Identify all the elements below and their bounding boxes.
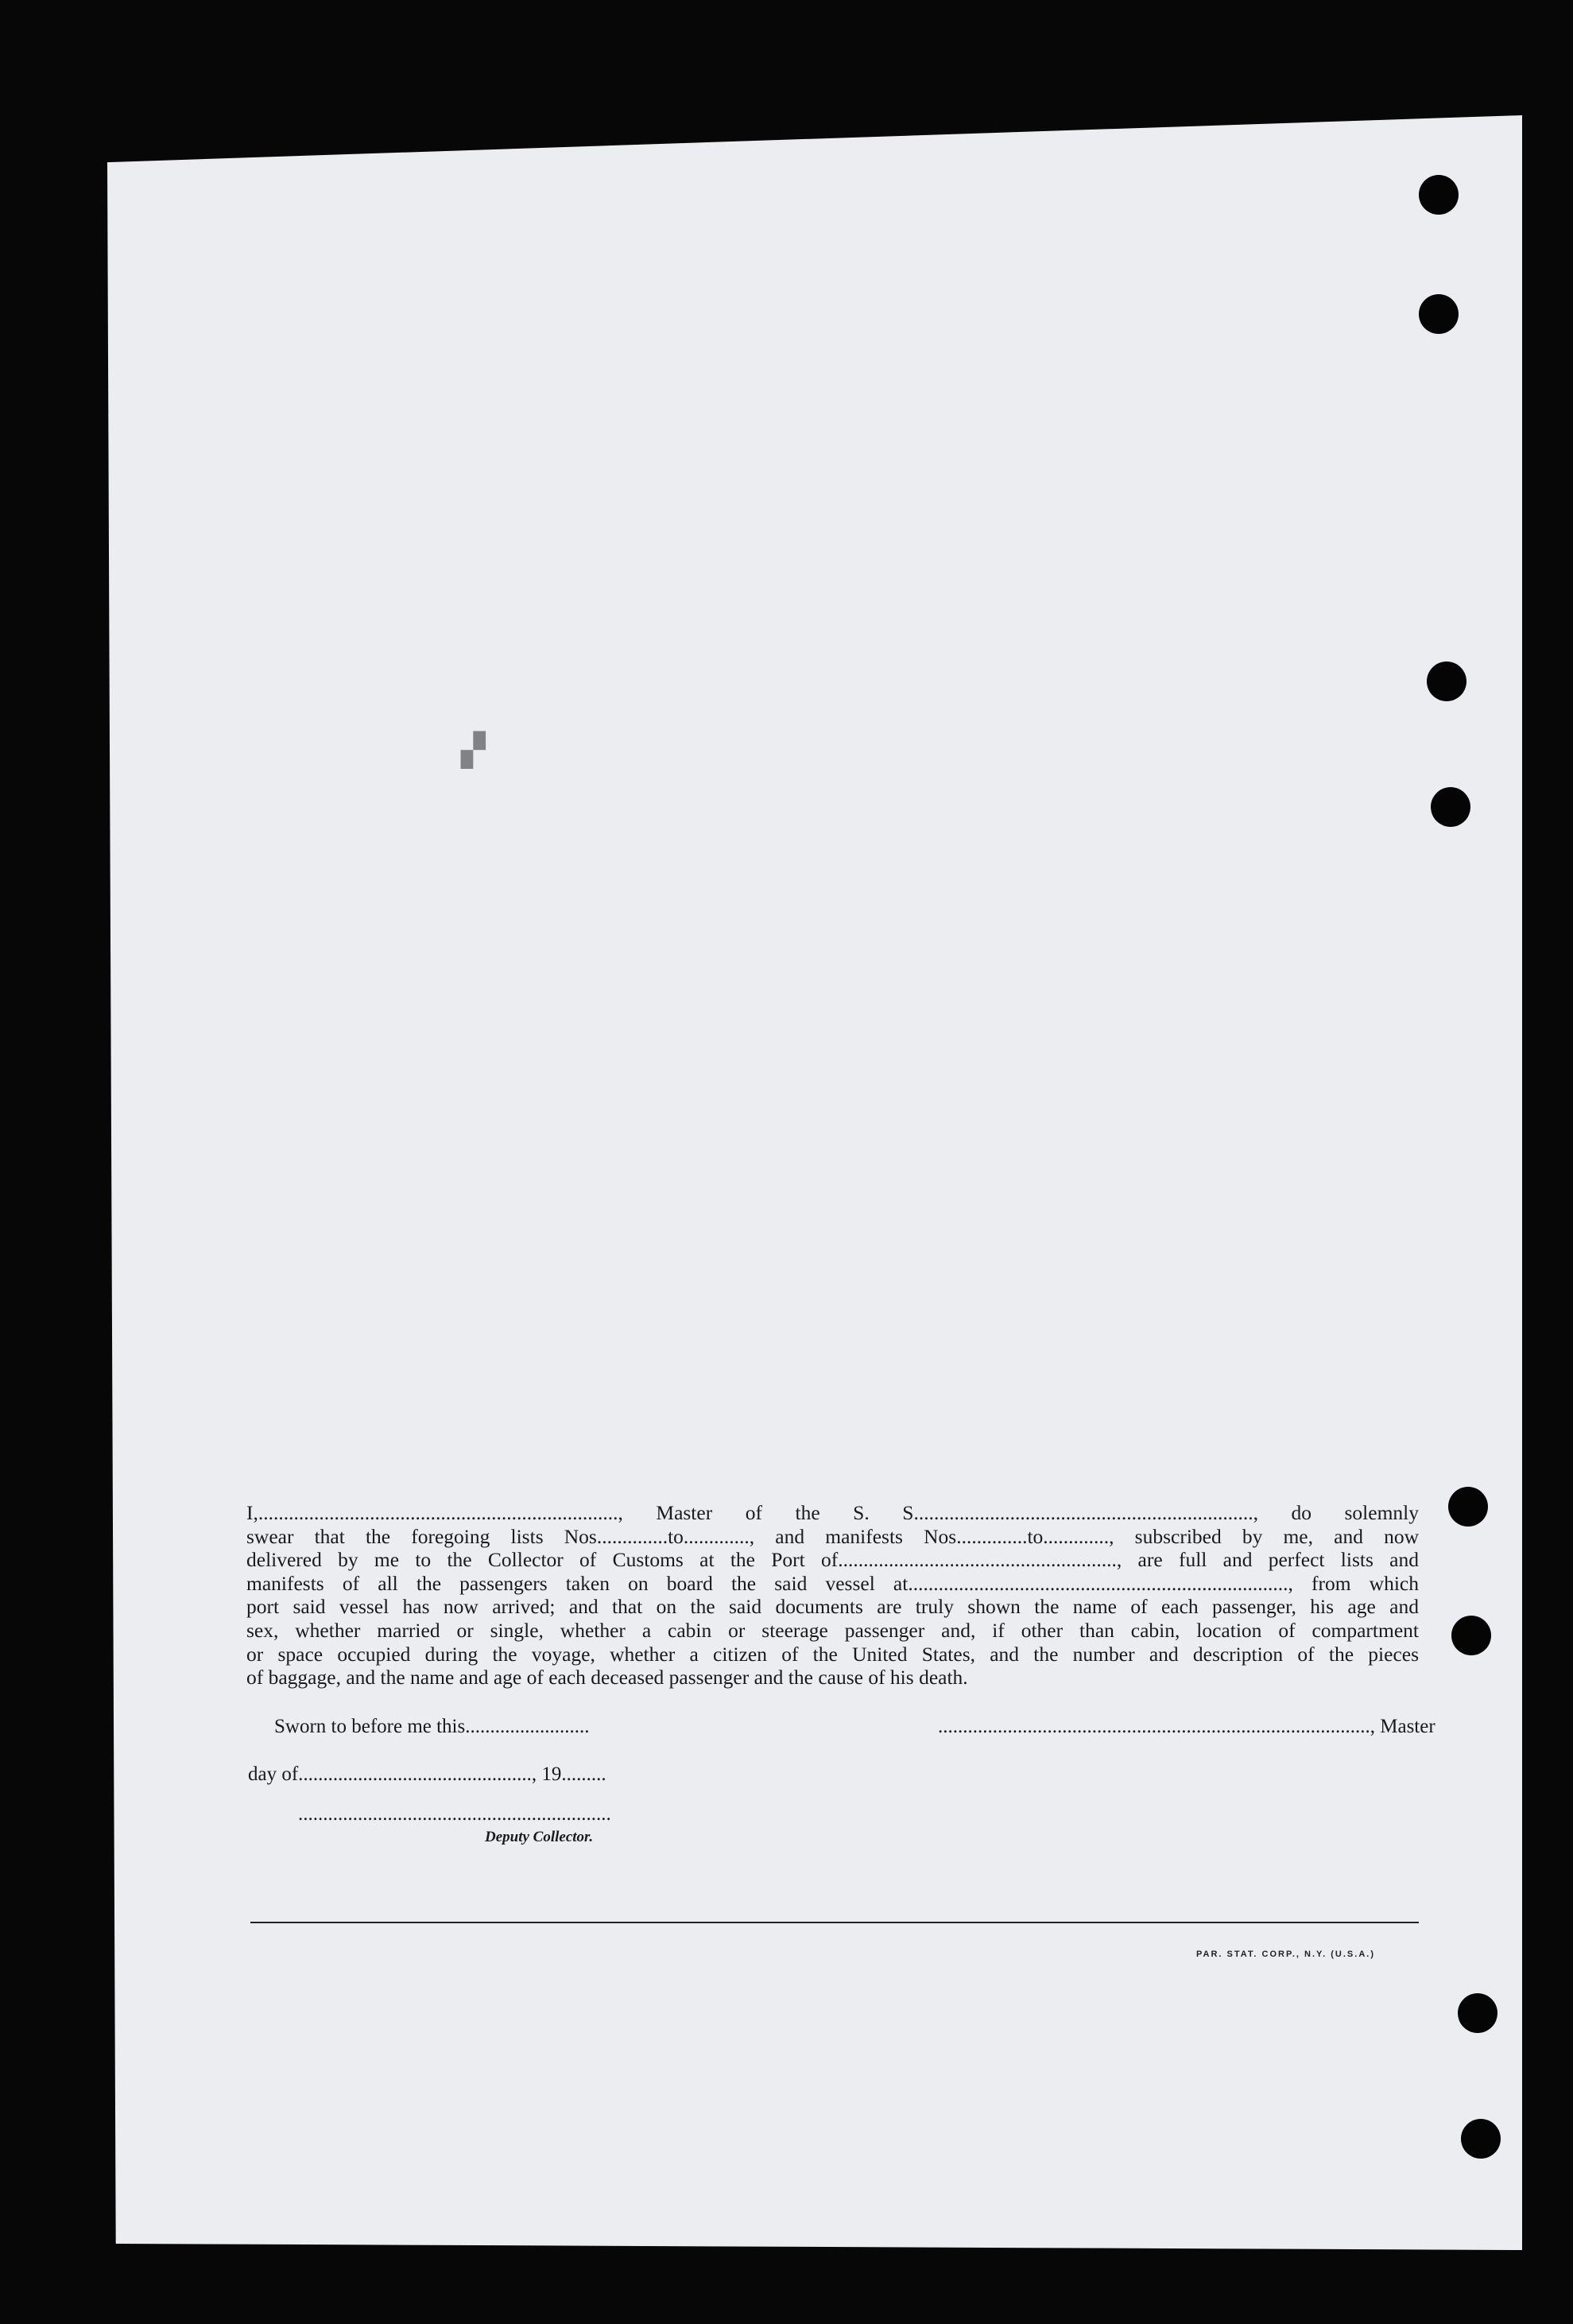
declaration-line: delivered by me to the Collector of Customs at the Port of......................................................., are full and perfect lists and: [246, 1548, 1419, 1572]
punch-hole: [1419, 294, 1459, 334]
date-line: day of..............................................., 19.........: [248, 1763, 606, 1785]
declaration-line: or space occupied during the voyage, whether a citizen of the United States, and the number and description of the pieces: [246, 1642, 1419, 1666]
punch-hole: [1461, 2119, 1501, 2159]
sworn-label: Sworn to before me this.........................: [274, 1716, 590, 1737]
declaration-line: port said vessel has now arrived; and that on the said documents are truly shown the name of each passenger, his age and: [246, 1595, 1419, 1619]
punch-hole: [1419, 175, 1459, 215]
punch-hole: [1427, 662, 1466, 701]
manifest-page: [107, 115, 1522, 2250]
master-oath-declaration: [246, 1501, 1419, 1690]
declaration-line: I,......................................................................., Master of the S. S..................................................................., do solemnly: [246, 1501, 1419, 1524]
deputy-collector-label: Deputy Collector.: [485, 1829, 594, 1845]
punch-hole: [1448, 1487, 1488, 1527]
punch-hole: [1431, 787, 1470, 827]
punch-hole: [1458, 1993, 1497, 2033]
declaration-line: swear that the foregoing lists Nos..............to............., and manifests Nos..............to............., subscribed by me, and now: [246, 1524, 1419, 1548]
declaration-line: of baggage, and the name and age of each deceased passenger and the cause of his death.: [246, 1666, 968, 1690]
footer-rule: [250, 1922, 1419, 1923]
deputy-signature-line: ...............................................................: [298, 1803, 611, 1825]
declaration-line: sex, whether married or single, whether a cabin or steerage passenger and, if other than cabin, location of compartment: [246, 1618, 1419, 1642]
master-signature-line: ......................................................................................., Master: [938, 1716, 1435, 1737]
printer-imprint: PAR. STAT. CORP., N.Y. (U.S.A.): [1196, 1950, 1375, 1959]
punch-hole: [1451, 1616, 1491, 1655]
bleed-through-text: [366, 203, 372, 223]
declaration-line: manifests of all the passengers taken on board the said vessel at..........................................................................., from which: [246, 1571, 1419, 1595]
ink-smudge: ▞: [461, 732, 486, 768]
